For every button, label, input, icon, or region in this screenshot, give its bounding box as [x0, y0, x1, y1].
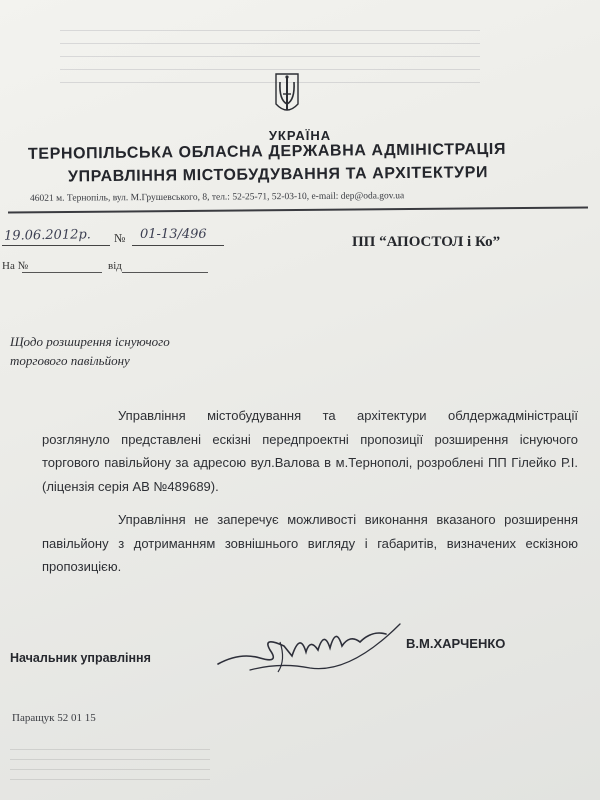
signatory-title: Начальник управління: [10, 651, 151, 665]
signatory-name: В.М.ХАРЧЕНКО: [406, 636, 506, 651]
number-label: №: [114, 231, 126, 245]
reference-date-blank: [122, 272, 208, 273]
handwritten-number: 01-13/496: [140, 227, 207, 242]
department-name: УПРАВЛІННЯ МІСТОБУДУВАННЯ ТА АРХІТЕКТУРИ: [67, 164, 489, 186]
reference-number-blank: [22, 272, 102, 273]
subject-line-1: Щодо розширення існуючого: [10, 334, 170, 349]
body-paragraph-2: Управління не заперечує можливості виконання вказаного розширення павільйону з дотриманням зовнішнього вигляду і габаритів, визначених ескізною пропозицією.: [42, 512, 578, 574]
number-underline: [132, 245, 224, 246]
registration-line: [0, 222, 300, 252]
recipient: ПП “АПОСТОЛ і Ко”: [352, 234, 501, 250]
letter-body: [42, 404, 578, 579]
letterhead-divider: [8, 206, 588, 213]
handwritten-date: 19.06.2012р.: [3, 227, 92, 244]
show-through-text-bottom: [10, 740, 210, 790]
reference-date-label: від: [108, 260, 122, 272]
trident-icon: [270, 70, 304, 120]
date-underline: [2, 245, 110, 246]
handwritten-signature: [210, 612, 410, 682]
organization-name: ТЕРНОПІЛЬСЬКА ОБЛАСНА ДЕРЖАВНА АДМІНІСТРАЦІЯ: [27, 140, 507, 163]
reference-number-label: На №: [2, 260, 29, 272]
body-paragraph-1: Управління містобудування та архітектури облдержадміністрації розглянуло представлені ескізні передпроектні пропозиції розширення існуючого торгового павільйону за адресою вул.Валова в м.Тернополі, розроблені ПП Гілейко Р.І. (ліцензія серія АВ №489689).: [42, 408, 578, 494]
reference-line: [0, 258, 300, 278]
executor-line: Паращук 52 01 15: [12, 712, 96, 724]
letterhead-address: 46021 м. Тернопіль, вул. М.Грушевського, 8, тел.: 52-25-71, 52-03-10, e-mail: dep@oda.gov.ua: [29, 191, 405, 204]
subject-line-2: торгового павільйону: [10, 353, 130, 368]
country-name: УКРАЇНА: [268, 128, 332, 143]
subject: [10, 332, 250, 370]
